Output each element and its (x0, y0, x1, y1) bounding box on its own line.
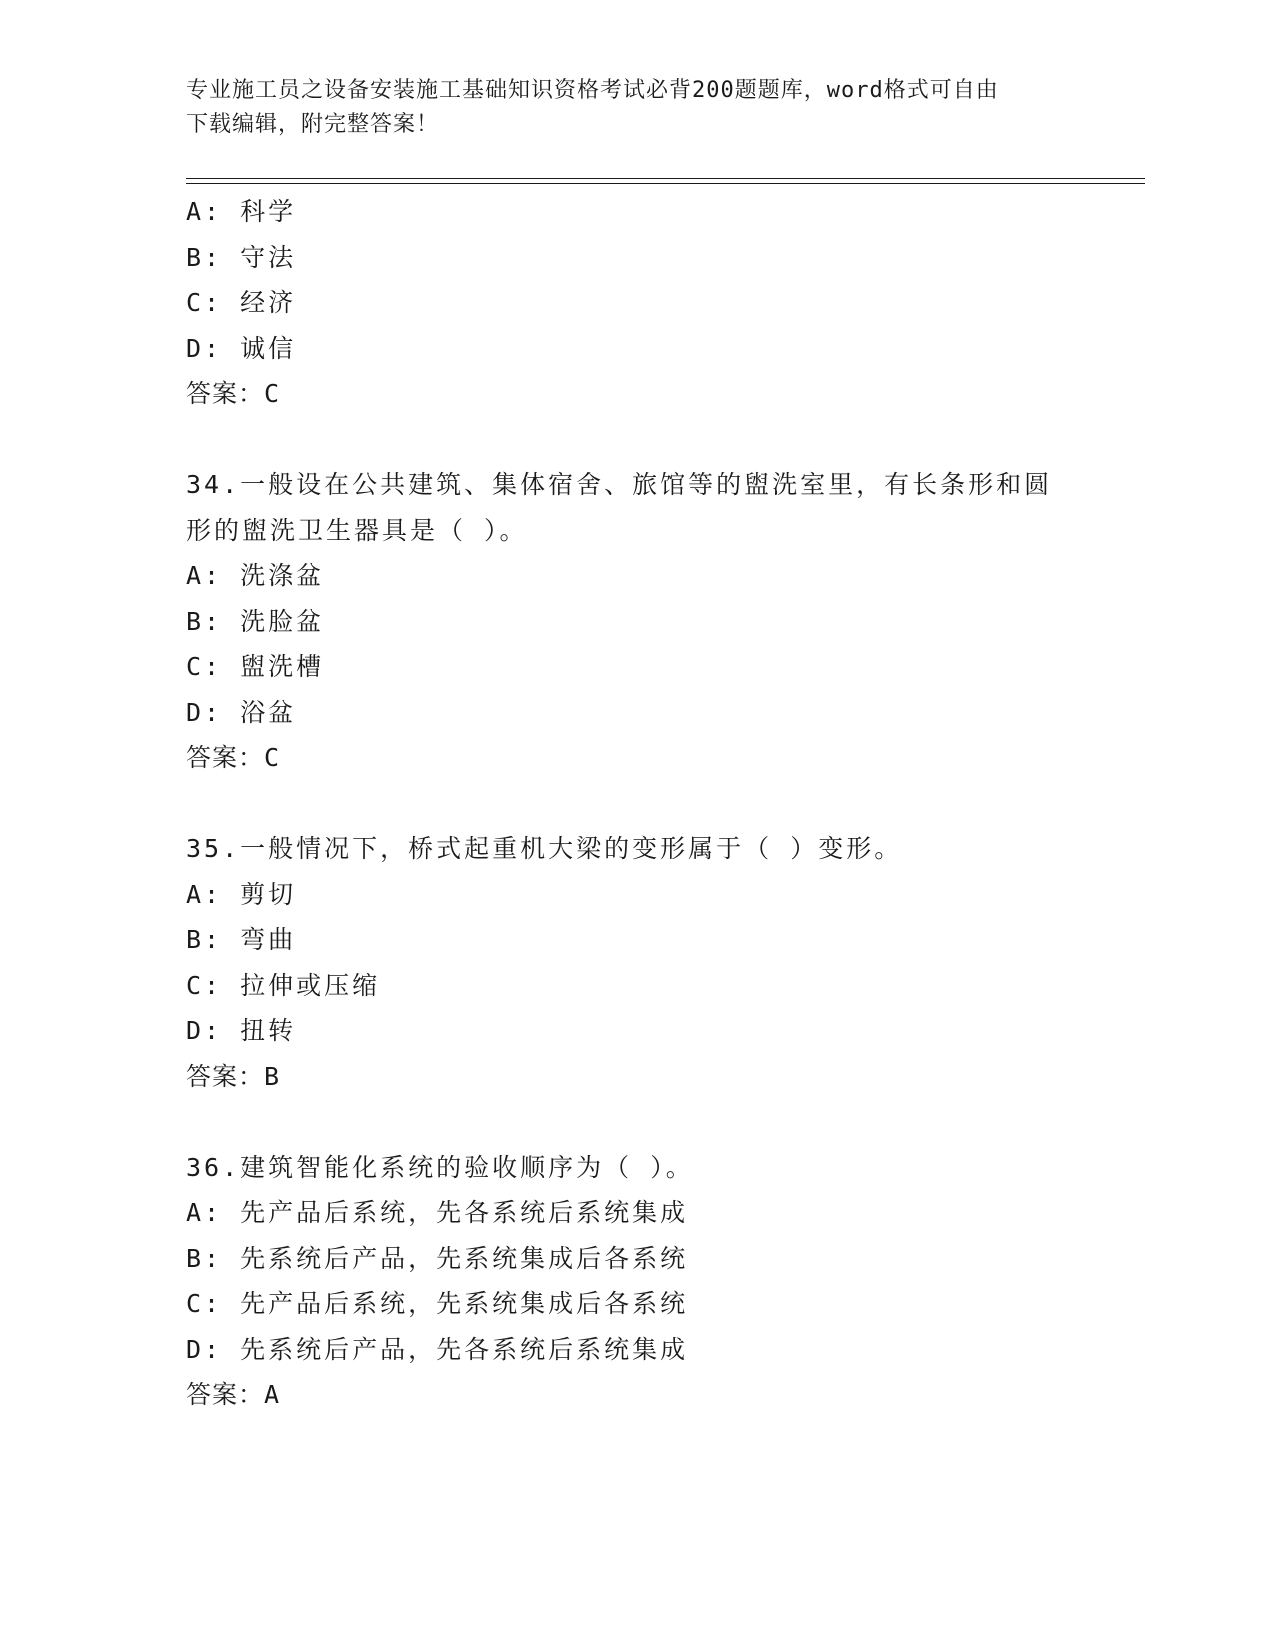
question-text: 35.一般情况下，桥式起重机大梁的变形属于（ ）变形。 (186, 834, 903, 863)
document-header (186, 74, 1066, 142)
header-line-1: 专业施工员之设备安装施工基础知识资格考试必背200题题库，word格式可自由 (186, 78, 999, 103)
answer-line: 答案：C (186, 743, 281, 772)
spacer (186, 1099, 1086, 1145)
answer-line: 答案：C (186, 379, 281, 408)
answer-line: 答案：A (186, 1380, 281, 1409)
option-d: D: 诚信 (186, 333, 297, 363)
option-c: C: 经济 (186, 288, 297, 317)
question-text: 36.建筑智能化系统的验收顺序为（ ）。 (186, 1152, 694, 1182)
question-text: 34.一般设在公共建筑、集体宿舍、旅馆等的盥洗室里，有长条形和圆 (186, 470, 1053, 499)
option-c: C: 盥洗槽 (186, 652, 325, 681)
question-34-block (186, 462, 1086, 781)
option-c: C: 先产品后系统，先系统集成后各系统 (186, 1289, 689, 1318)
option-b: B: 先系统后产品，先系统集成后各系统 (186, 1243, 689, 1273)
option-a: A: 洗涤盆 (186, 561, 325, 590)
option-a: A: 先产品后系统，先各系统后系统集成 (186, 1198, 689, 1227)
document-body (186, 189, 1086, 1418)
header-line-2: 下载编辑，附完整答案！ (186, 112, 440, 137)
header-divider-bottom (186, 183, 1145, 184)
question-36-block (186, 1145, 1086, 1418)
answer-line: 答案：B (186, 1061, 281, 1091)
option-b: B: 洗脸盆 (186, 606, 325, 636)
question-33-block (186, 189, 1086, 417)
spacer (186, 781, 1086, 827)
spacer (186, 417, 1086, 463)
option-b: B: 弯曲 (186, 925, 297, 954)
option-c: C: 拉伸或压缩 (186, 970, 381, 1000)
option-b: B: 守法 (186, 242, 297, 272)
option-a: A: 科学 (186, 197, 297, 226)
option-d: D: 先系统后产品，先各系统后系统集成 (186, 1334, 689, 1364)
header-divider-top (186, 178, 1145, 179)
option-d: D: 浴盆 (186, 697, 297, 727)
question-35-block (186, 826, 1086, 1099)
question-text-continued: 形的盥洗卫生器具是（ ）。 (186, 515, 528, 545)
option-d: D: 扭转 (186, 1016, 297, 1045)
option-a: A: 剪切 (186, 879, 297, 909)
